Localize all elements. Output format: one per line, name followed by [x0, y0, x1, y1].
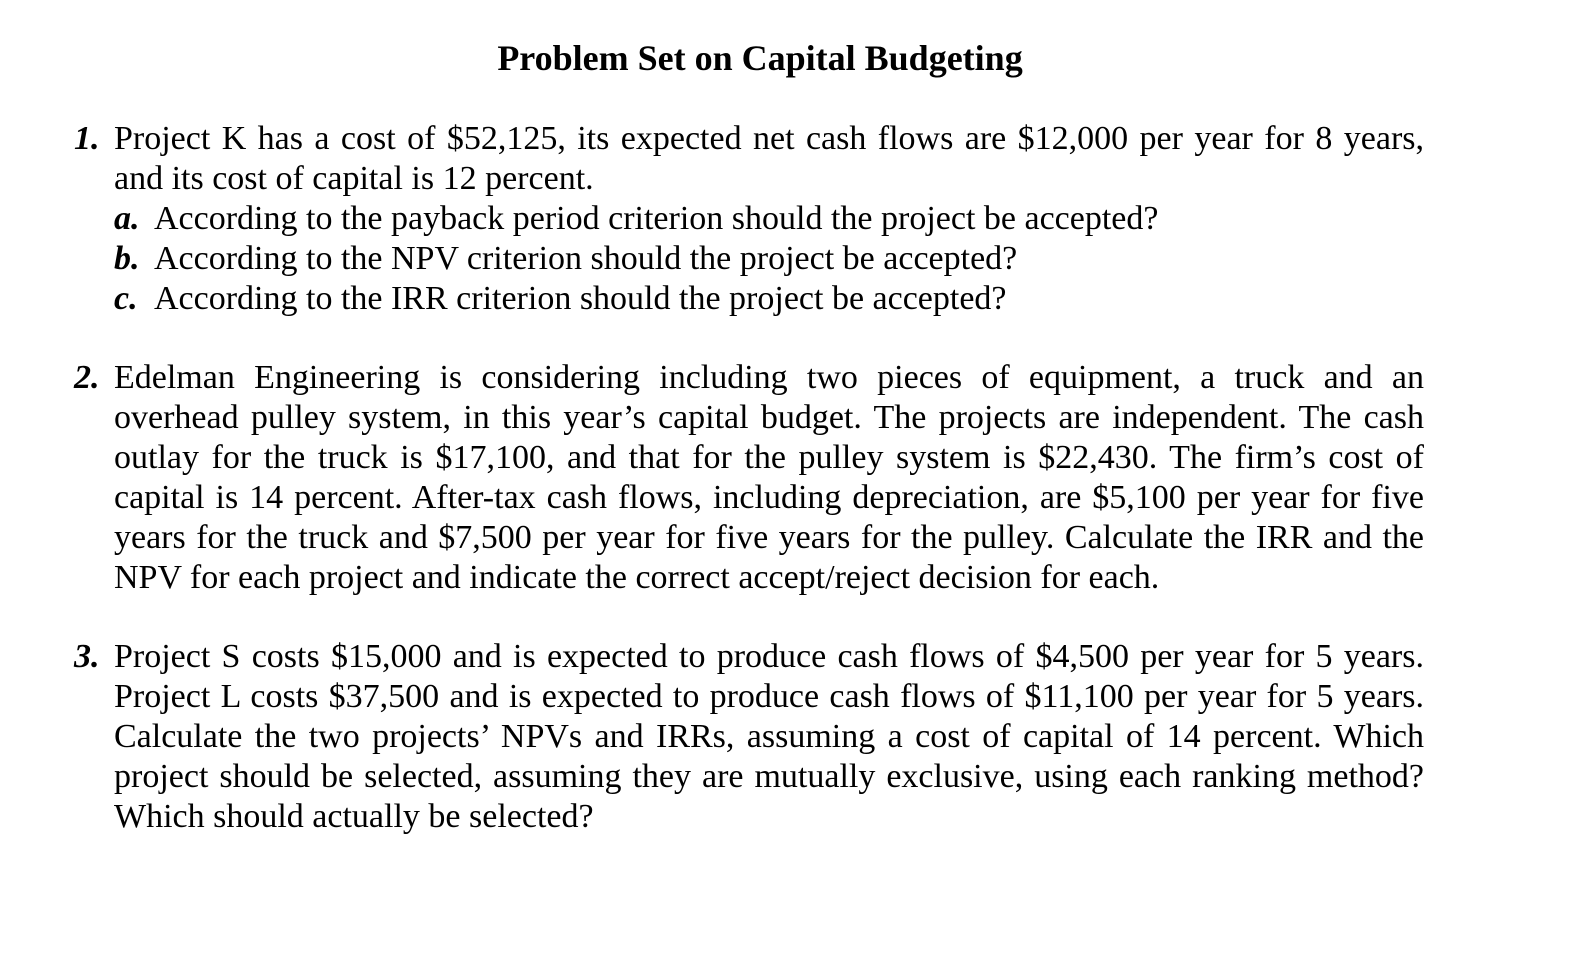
- problem-3: [74, 637, 1424, 837]
- problem-text: Edelman Engineering is considering including two pieces of equipment, a truck and an overhead pulley system, in this year’s capital budget. The projects are independent. The cash outlay for the truck is $17,100, and that for the pulley system is $22,430. The firm’s cost of capital is 14 percent. After-tax cash flows, including depreciation, are $5,100 per year for five years for the truck and $7,500 per year for five years for the pulley. Calculate the IRR and the NPV for each project and indicate the correct accept/reject decision for each.: [114, 359, 1424, 596]
- problem-2: [74, 358, 1424, 598]
- problem-number: 3.: [74, 638, 100, 675]
- part-letter: c.: [114, 280, 138, 317]
- part-text: According to the NPV criterion should the project be accepted?: [154, 240, 1018, 277]
- problem-number: 1.: [74, 120, 100, 157]
- problem-number: 2.: [74, 359, 100, 396]
- problem-1: [74, 119, 1424, 319]
- part-letter: a.: [114, 200, 140, 237]
- part-text: According to the IRR criterion should the project be accepted?: [154, 280, 1007, 317]
- document-title: Problem Set on Capital Budgeting: [497, 38, 1023, 78]
- problem-text: Project K has a cost of $52,125, its expected net cash flows are $12,000 per year for 8 years, and its cost of capital is 12 percent.: [114, 120, 1424, 197]
- problem-1-part-c: [114, 279, 1424, 319]
- problem-1-part-a: [114, 199, 1424, 239]
- part-letter: b.: [114, 240, 140, 277]
- problem-text: Project S costs $15,000 and is expected to produce cash flows of $4,500 per year for 5 years. Project L costs $37,500 and is expected to produce cash flows of $11,100 per year for 5 years. Calculate the two projects’ NPVs and IRRs, assuming a cost of capital of 14 percent. Which project should be selected, assuming they are mutually exclusive, using each ranking method? Which should actually be selected?: [114, 638, 1424, 835]
- part-text: According to the payback period criterion should the project be accepted?: [154, 200, 1159, 237]
- problem-1-part-b: [114, 239, 1424, 279]
